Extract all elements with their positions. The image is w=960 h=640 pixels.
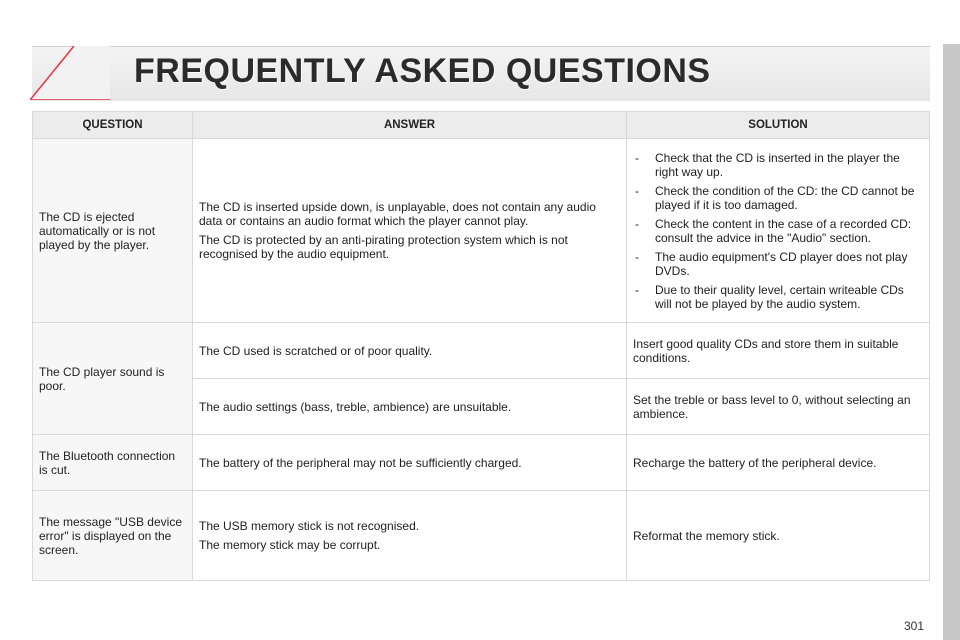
answer-cell: The battery of the peripheral may not be sufficiently charged. — [193, 435, 627, 491]
list-item: - Due to their quality level, certain writeable CDs will not be played by the audio system. — [633, 283, 923, 311]
solution-cell — [627, 139, 930, 323]
question-cell: The CD is ejected automatically or is not played by the player. — [33, 139, 193, 323]
column-header-question: QUESTION — [33, 112, 193, 139]
answer-cell: The USB memory stick is not recognised. The memory stick may be corrupt. — [193, 491, 627, 581]
question-cell: The message "USB device error" is displayed on the screen. — [33, 491, 193, 581]
solution-list — [633, 151, 923, 311]
table-row — [33, 139, 930, 323]
solution-cell: Reformat the memory stick. — [627, 491, 930, 581]
table-row — [33, 435, 930, 491]
list-item: - Check the condition of the CD: the CD cannot be played if it is too damaged. — [633, 184, 923, 212]
list-item: - Check the content in the case of a recorded CD: consult the advice in the "Audio" section. — [633, 217, 923, 245]
page-edge-strip — [943, 44, 960, 640]
answer-cell: The audio settings (bass, treble, ambience) are unsuitable. — [193, 379, 627, 435]
answer-cell: The CD used is scratched or of poor quality. — [193, 323, 627, 379]
list-item: - The audio equipment's CD player does not play DVDs. — [633, 250, 923, 278]
solution-cell: Recharge the battery of the peripheral device. — [627, 435, 930, 491]
answer-cell: The CD is inserted upside down, is unplayable, does not contain any audio data or contains an audio format which the player cannot play. The CD is protected by an anti-pirating protection system which is not recognised by the audio equipment. — [193, 139, 627, 323]
question-cell: The Bluetooth connection is cut. — [33, 435, 193, 491]
column-header-answer: ANSWER — [193, 112, 627, 139]
column-header-solution: SOLUTION — [627, 112, 930, 139]
solution-cell: Set the treble or bass level to 0, without selecting an ambience. — [627, 379, 930, 435]
faq-table — [32, 111, 930, 581]
table-row — [33, 323, 930, 379]
header-accent-tab — [30, 46, 110, 100]
question-cell: The CD player sound is poor. — [33, 323, 193, 435]
page-title: FREQUENTLY ASKED QUESTIONS — [134, 52, 711, 90]
list-item: - Check that the CD is inserted in the player the right way up. — [633, 151, 923, 179]
page-number: 301 — [904, 619, 925, 633]
table-row — [33, 491, 930, 581]
table-header-row — [33, 112, 930, 139]
solution-cell: Insert good quality CDs and store them in suitable conditions. — [627, 323, 930, 379]
